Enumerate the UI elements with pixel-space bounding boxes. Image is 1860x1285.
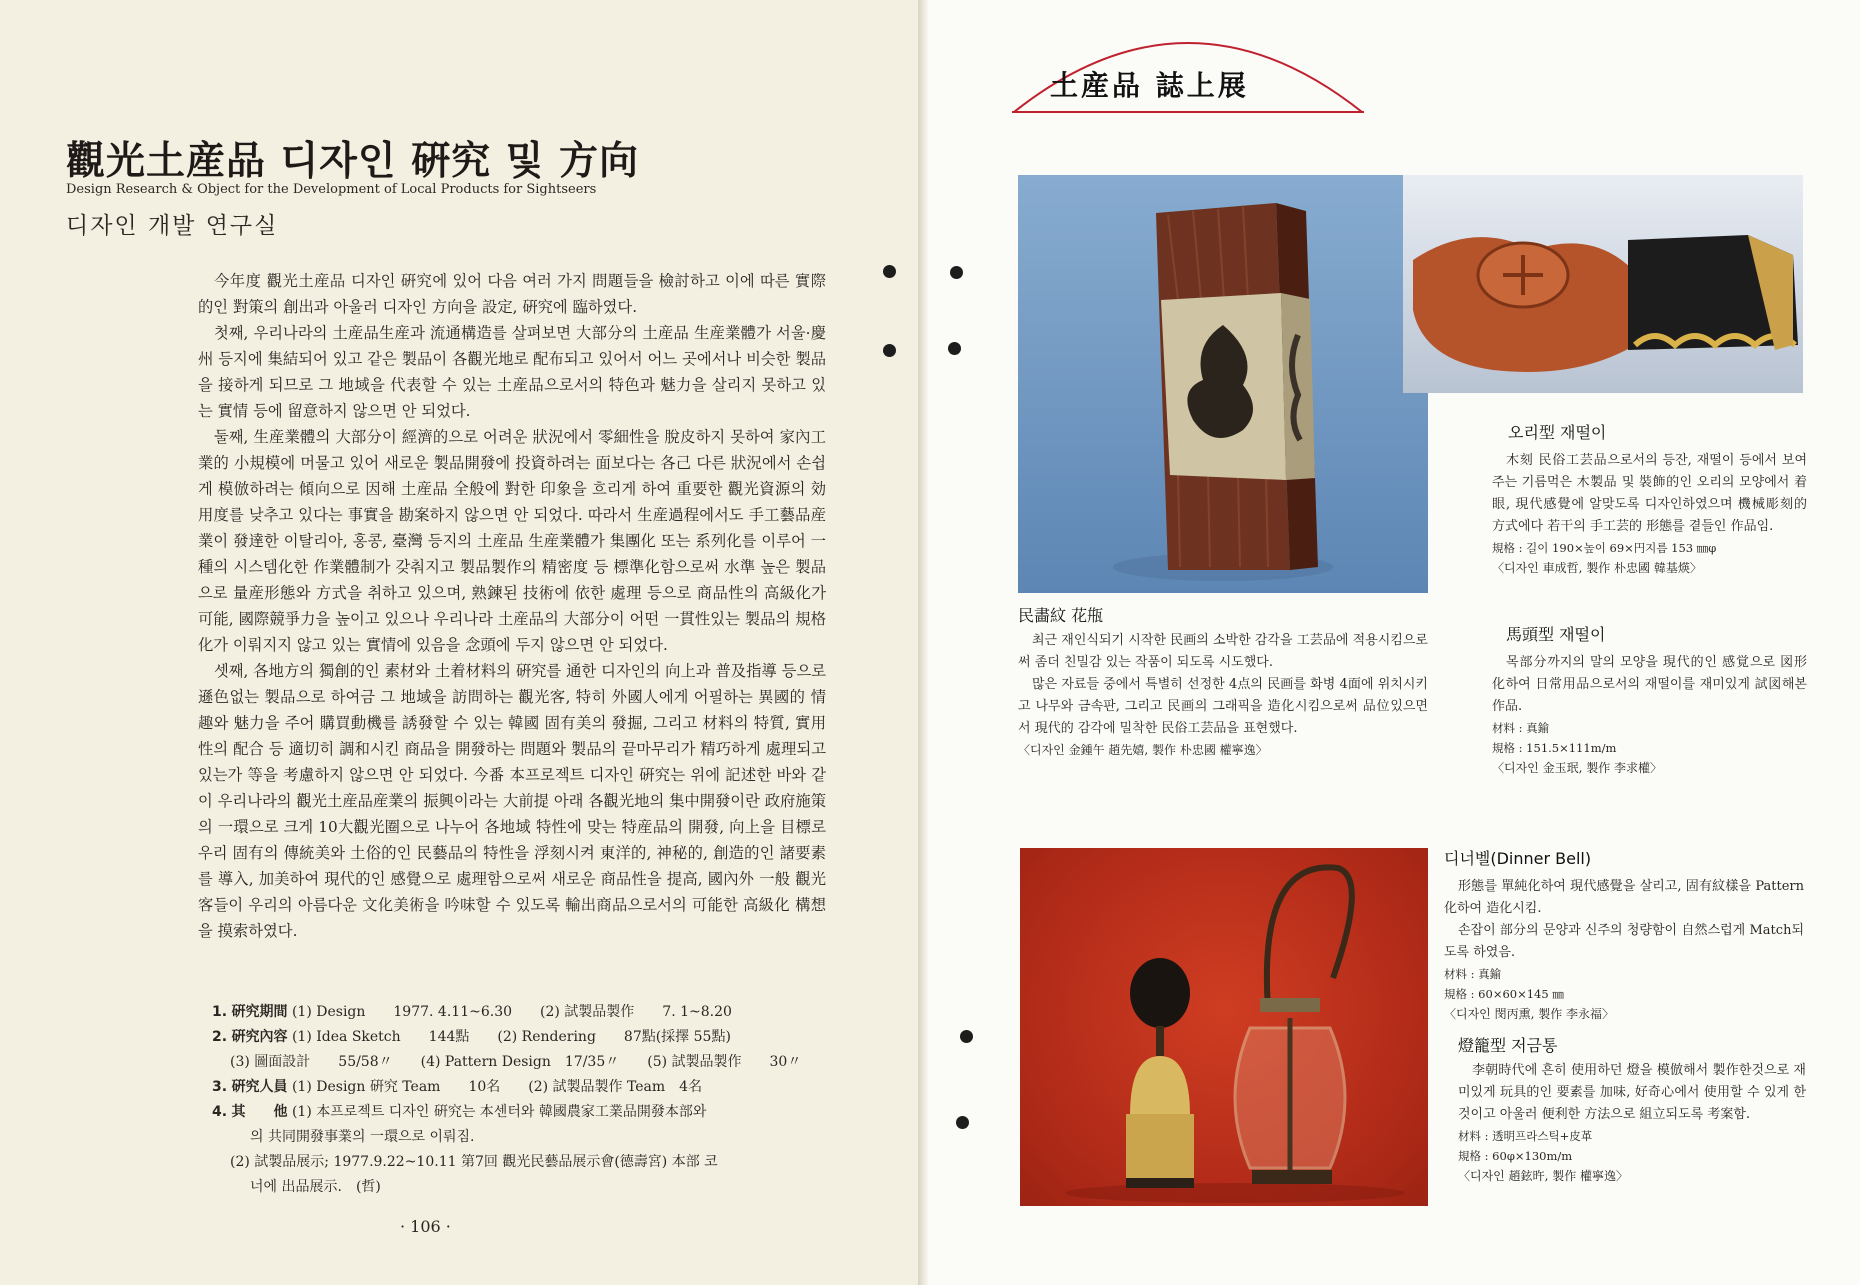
list-item [212,1000,832,1025]
designer-credit: 〈디자인 閔丙熏, 製作 李永福〉 [1444,1007,1615,1021]
department-name: 디자인 개발 연구실 [66,213,279,239]
list-number: 4. [212,1104,228,1120]
list-text: (1) Design 硏究 Team 10名 (2) 試製品製作 Team 4名 [291,1079,703,1095]
description-paragraph: 많은 자료들 중에서 특별히 선정한 4点의 民画를 화병 4面에 위치시키고 나무와 금속판, 그리고 民画의 그래픽을 造化시킴으로써 品位있으면서 現代的 감각에 밀착한 民俗工芸品을 표현했다. [1018,677,1428,736]
horse-ashtray-description [1492,652,1807,778]
list-item [212,1150,832,1175]
lantern-bank-title: 燈籠型 저금통 [1458,1036,1558,1055]
binding-hole-icon [960,1030,973,1043]
list-item [212,1025,832,1050]
binding-hole-icon [883,265,896,278]
list-text: (3) 圖面設計 55/58〃 (4) Pattern Design 17/35〃 (5) 試製品製作 30〃 [230,1054,802,1070]
description-paragraph: 木刻 民俗工芸品으로서의 등잔, 재떨이 등에서 보여주는 기름먹은 木製品 및 裝飾的인 오리의 모양에서 着眼, 現代感覺에 알맞도록 디자인하였으며 機械彫刻的 方式에다 若干의 手工芸的 形態를 곁들인 作品임. [1492,453,1807,534]
bell-lantern-illustration [1020,848,1428,1206]
list-item [212,1175,832,1200]
designer-credit: 〈디자인 金玉珉, 製作 李求權〉 [1492,761,1663,775]
spec-line: 材料 : 透明프라스틱+皮革 [1458,1129,1593,1143]
list-text: (1) Design 1977. 4.11~6.30 (2) 試製品製作 7. 1~8.20 [291,1004,732,1020]
page-number: · 106 · [400,1217,451,1236]
horse-ashtray-title: 馬頭型 재떨이 [1506,625,1606,644]
description-paragraph: 李朝時代에 흔히 使用하던 燈을 模倣해서 製作한것으로 재미있게 玩具的인 要素를 加味, 好奇心에서 使用할 수 있게 한 것이고 아울러 便利한 方法으로 組立되도록 考案함. [1458,1063,1806,1122]
list-text: (1) 本프로젝트 디자인 硏究는 本센터와 韓國農家工業品開發本部와 [291,1104,707,1120]
description-paragraph: 손잡이 部分의 문양과 신주의 청량함이 自然스럽게 Match되도록 하였음. [1444,923,1804,960]
binding-hole-icon [883,344,896,357]
description-paragraph: 形態를 單純化하여 現代感覺을 살리고, 固有紋樣을 Pattern化하여 造化시킴. [1444,879,1804,916]
right-page [928,0,1860,1285]
designer-credit: 〈디자인 趙鉉旿, 製作 權寧逸〉 [1458,1169,1629,1183]
article-body [198,268,826,944]
article-title: 觀光土産品 디자인 硏究 및 方向 [66,138,640,184]
list-text: (2) 試製品展示; 1977.9.22~10.11 第7回 觀光民藝品展示會(德壽宮) 本部 코 [230,1154,718,1170]
list-number: 3. [212,1079,228,1095]
spec-line: 規格 : 151.5×111m/m [1492,741,1617,755]
description-paragraph: 최근 재인식되기 시작한 民画의 소박한 감각을 工芸品에 적용시킴으로써 좀더 친밀감 있는 작품이 되도록 시도했다. [1018,633,1428,670]
binding-hole-icon [956,1116,969,1129]
banner-title: 土産品 誌上展 [1050,69,1249,102]
lantern-bank-description [1458,1060,1806,1186]
bell-lantern-photo [1020,848,1428,1206]
duck-ashtray-title: 오리型 재떨이 [1508,423,1607,442]
dinner-bell-title: 디너벨(Dinner Bell) [1444,849,1592,868]
designer-credit: 〈디자인 金鍾午 趙先嬉, 製作 朴忠國 權寧逸〉 [1018,743,1268,757]
designer-credit: 〈디자인 車成哲, 製作 朴忠國 韓基煐〉 [1492,561,1702,575]
list-item [212,1125,832,1150]
list-label: 其 他 [231,1104,288,1120]
vase-photo [1018,175,1428,593]
spec-line: 規格 : 60×60×145 ㎜ [1444,987,1564,1001]
spec-line: 規格 : 길이 190×높이 69×円지름 153 ㎜φ [1492,541,1717,555]
list-number: 1. [212,1004,228,1020]
spec-line: 規格 : 60φ×130m/m [1458,1149,1573,1163]
article-subtitle: Design Research & Object for the Development of Local Products for Sightseers [66,182,597,197]
list-text: 너에 出品展示. (哲) [250,1179,381,1195]
list-label: 硏究期間 [231,1004,288,1020]
paragraph: 첫째, 우리나라의 土産品生産과 流通構造를 살펴보면 大部分의 土産品 生産業體가 서울·慶州 등지에 集結되어 있고 같은 製品이 各觀光地로 配布되고 있어서 어느 곳에서나 비슷한 製品을 接하게 되므로 그 地域을 代表할 수 있는 土産品으로서의 特色과 魅力을 살리지 못하고 있는 實情 등에 留意하지 않으면 안 되었다. [198,324,826,420]
vase-illustration [1018,175,1428,593]
paragraph: 셋째, 各地方의 獨創的인 素材와 土着材料의 硏究를 通한 디자인의 向上과 普及指導 등으로 遜色없는 製品으로 하여금 그 地域을 訪問하는 觀光客, 特히 外國人에게 어필하는 異國的 情趣와 魅力을 주어 購買動機를 誘發할 수 있는 韓國 固有美의 發掘, 그리고 材料의 特質, 實用性의 配合 등 適切히 調和시킨 商品을 開發하는 問題와 製品의 끝마무리가 精巧하게 處理되고 있는가 等을 考慮하지 않으면 안 되었다. 今番 本프로젝트 디자인 硏究는 위에 記述한 바와 같이 우리나라의 觀光土産品産業의 振興이라는 大前提 아래 各觀光地의 集中開發이란 政府施策의 一環으로 크게 10大觀光圈으로 나누어 各地域 特性에 맞는 特産品의 開發, 向上을 目標로 우리 固有의 傳統美와 土俗的인 民藝品의 特性을 浮刻시켜 東洋的, 神秘的, 創造的인 諸要素를 導入, 加美하여 現代的인 感覺으로 處理함으로써 새로운 商品性을 提高, 國內外 一般 觀光客들이 우리의 아름다운 文化美術을 吟味할 수 있도록 輸出商品으로서의 可能한 高級化 構想을 摸索하였다. [198,662,826,940]
binding-hole-icon [950,266,963,279]
vase-description [1018,630,1428,760]
description-paragraph: 목部分까지의 말의 모양을 現代的인 感覚으로 図形化하여 日常用品으로서의 재떨이를 재미있게 試図해본 作品. [1492,655,1807,714]
research-summary-list [212,1000,832,1200]
list-item [212,1075,832,1100]
paragraph: 둘째, 生産業體의 大部分이 經濟的으로 어려운 狀況에서 零細性을 脫皮하지 못하여 家內工業的 小規模에 머물고 있어 새로운 製品開發에 投資하려는 面보다는 各己 다른 狀況에서 손쉽게 模倣하려는 傾向으로 因해 土産品 全般에 對한 印象을 흐리게 하여 重要한 觀光資源의 効用度를 낮추고 있다는 事實을 勘案하지 않으면 안 되었다. 따라서 生産過程에서도 手工藝品産業이 發達한 이탈리아, 홍콩, 臺灣 등지의 土産品 生産業體가 集團化 또는 系列化를 이루어 一種의 시스템化한 作業體制가 갖춰지고 製品製作의 精密度 등 標準化함으로써 水準 높은 製品으로 量産形態와 方式을 취하고 있으며, 熟鍊된 技術에 依한 處理 등으로 商品性의 高級化가 可能, 國際競爭力을 높이고 있으나 우리나라 土産品의 大部分이 어떤 一貫性있는 製品의 規格化가 이뤄지지 않고 있는 實情에 있음을 念頭에 두지 않으면 안 되었다. [198,428,826,654]
spec-line: 材料 : 真鍮 [1492,721,1550,735]
ashtray-photo [1403,175,1803,393]
list-text: 의 共同開發事業의 一環으로 이뤄짐. [250,1129,475,1145]
spec-line: 材料 : 真鍮 [1444,967,1502,981]
binding-hole-icon [948,342,961,355]
duck-ashtray-description [1492,450,1807,578]
vase-title: 民畵紋 花甁 [1018,606,1104,625]
ashtray-illustration [1403,175,1803,393]
left-page [0,0,922,1285]
paragraph: 今年度 觀光土産品 디자인 硏究에 있어 다음 여러 가지 問題들을 檢討하고 이에 따른 實際的인 對策의 創出과 아울러 디자인 方向을 設定, 硏究에 臨하였다. [198,272,826,316]
list-item [212,1100,832,1125]
list-text: (1) Idea Sketch 144點 (2) Rendering 87點(採擇 55點) [291,1029,731,1045]
list-item [212,1050,832,1075]
list-label: 硏究人員 [231,1079,288,1095]
list-label: 硏究內容 [231,1029,288,1045]
dinner-bell-description [1444,876,1804,1024]
list-number: 2. [212,1029,228,1045]
